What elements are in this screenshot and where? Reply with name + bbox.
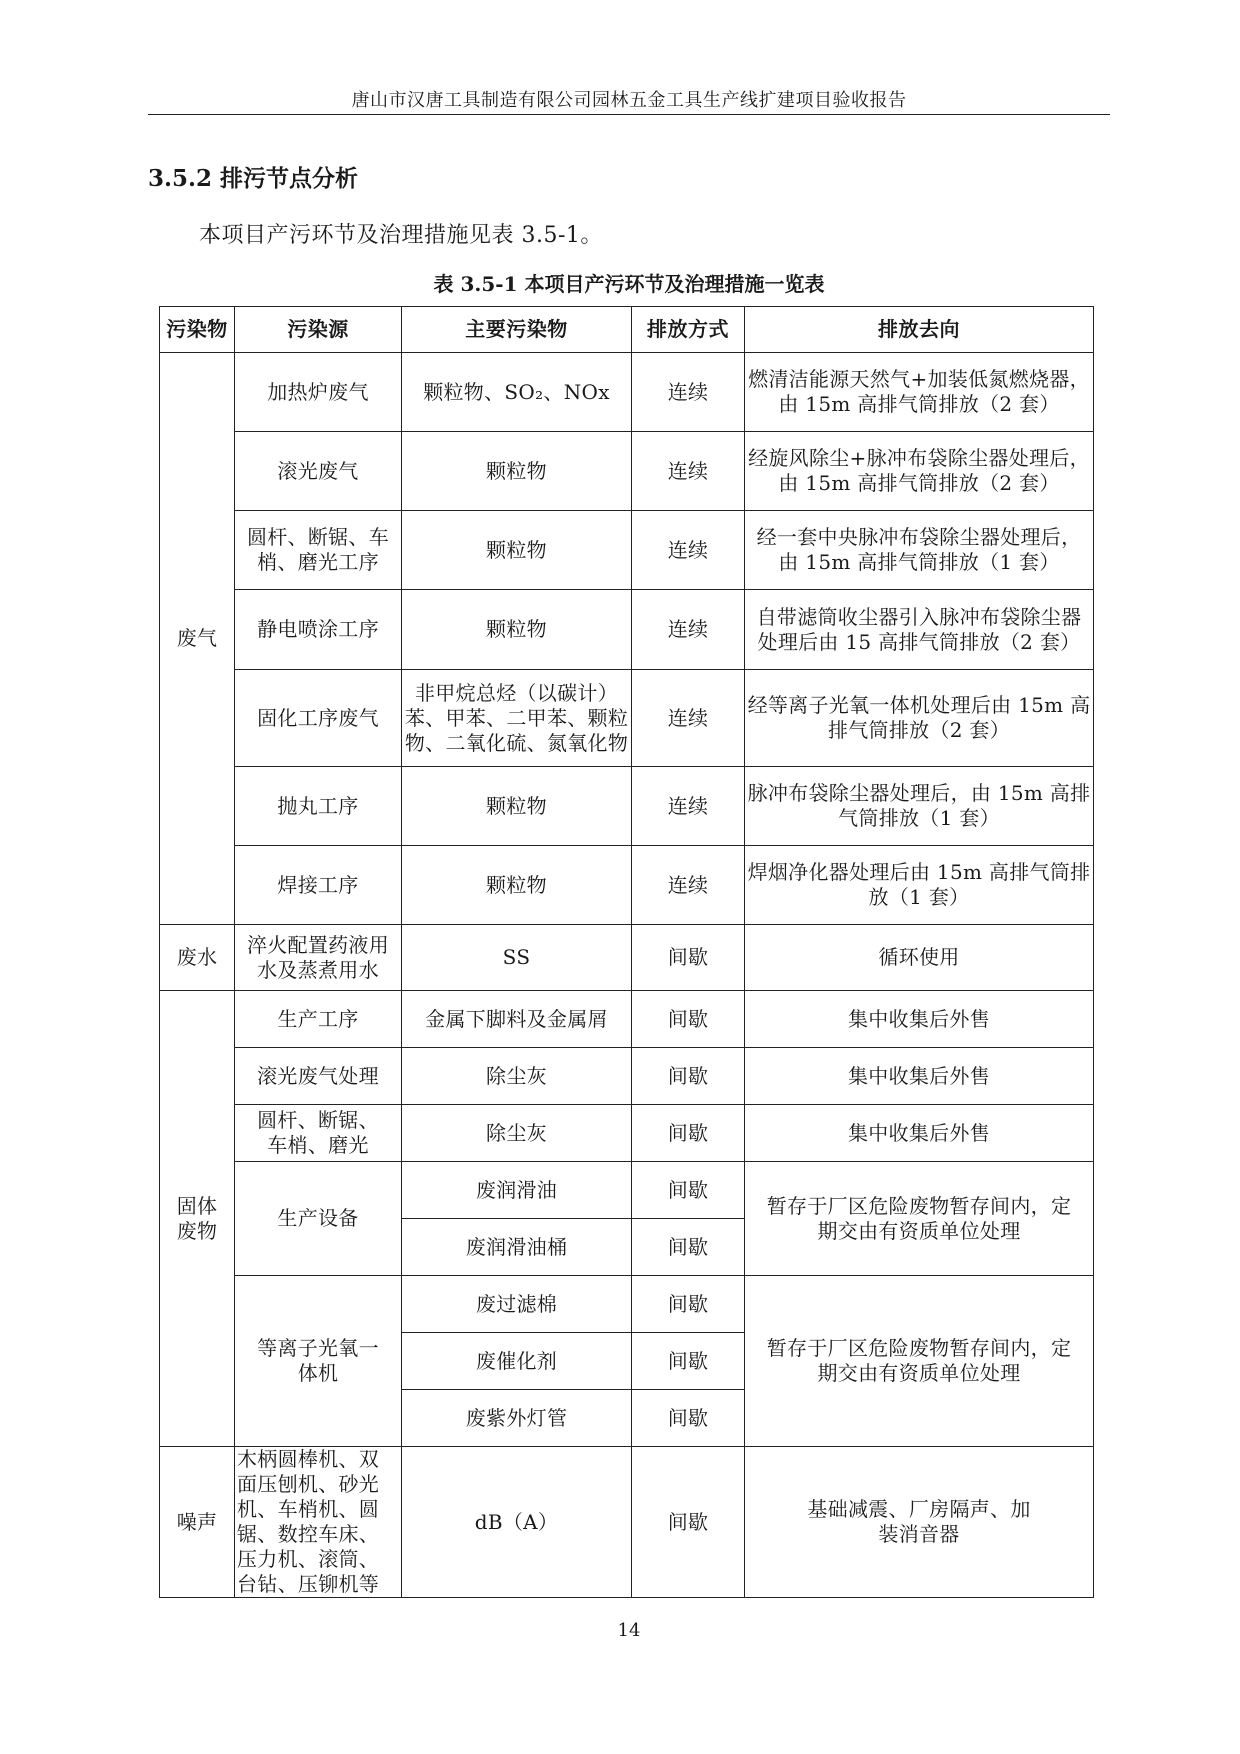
table-row bbox=[160, 1162, 1094, 1219]
header-cell: 排放去向 bbox=[745, 307, 1094, 353]
mode-cell: 间歇 bbox=[632, 1333, 745, 1390]
pollutant-cell: 除尘灰 bbox=[402, 1048, 632, 1105]
source-cell: 滚光废气 bbox=[235, 432, 402, 511]
table-row bbox=[160, 670, 1094, 767]
table-row bbox=[160, 846, 1094, 925]
dest-cell: 经旋风除尘+脉冲布袋除尘器处理后，由 15m 高排气筒排放（2 套） bbox=[745, 432, 1094, 511]
pollutant-cell: SS bbox=[402, 925, 632, 991]
pollutant-cell: 颗粒物、SO₂、NOx bbox=[402, 353, 632, 432]
pollutant-cell: dB（A） bbox=[402, 1447, 632, 1598]
pollutant-cell: 颗粒物 bbox=[402, 767, 632, 846]
mode-cell: 连续 bbox=[632, 511, 745, 590]
mode-cell: 间歇 bbox=[632, 1162, 745, 1219]
table-row bbox=[160, 1105, 1094, 1162]
category-cell-water: 废水 bbox=[160, 925, 235, 991]
category-cell-solid: 固体废物 bbox=[160, 991, 235, 1447]
pollutant-cell: 非甲烷总烃（以碳计）苯、甲苯、二甲苯、颗粒物、二氧化硫、氮氧化物 bbox=[402, 670, 632, 767]
table-row bbox=[160, 432, 1094, 511]
table-row bbox=[160, 767, 1094, 846]
dest-cell: 集中收集后外售 bbox=[745, 1105, 1094, 1162]
header-cell: 污染物 bbox=[160, 307, 235, 353]
source-cell: 木柄圆棒机、双面压刨机、砂光机、车梢机、圆锯、数控车床、压力机、滚筒、台钻、压铆机等 bbox=[235, 1447, 402, 1598]
pollutant-cell: 颗粒物 bbox=[402, 590, 632, 670]
source-cell: 固化工序废气 bbox=[235, 670, 402, 767]
header-cell: 排放方式 bbox=[632, 307, 745, 353]
pollutant-cell: 颗粒物 bbox=[402, 511, 632, 590]
dest-cell: 暂存于厂区危险废物暂存间内，定期交由有资质单位处理 bbox=[745, 1276, 1094, 1447]
source-cell: 生产工序 bbox=[235, 991, 402, 1048]
header-rule bbox=[148, 114, 1110, 115]
source-cell: 抛丸工序 bbox=[235, 767, 402, 846]
table-row bbox=[160, 925, 1094, 991]
dest-cell: 基础减震、厂房隔声、加装消音器 bbox=[745, 1447, 1094, 1598]
table-row bbox=[160, 590, 1094, 670]
dest-cell: 集中收集后外售 bbox=[745, 1048, 1094, 1105]
pollutant-cell: 废紫外灯管 bbox=[402, 1390, 632, 1447]
table-row bbox=[160, 1048, 1094, 1105]
pollutant-cell: 除尘灰 bbox=[402, 1105, 632, 1162]
dest-cell: 暂存于厂区危险废物暂存间内，定期交由有资质单位处理 bbox=[745, 1162, 1094, 1276]
dest-cell: 经一套中央脉冲布袋除尘器处理后，由 15m 高排气筒排放（1 套） bbox=[745, 511, 1094, 590]
pollution-table bbox=[159, 306, 1094, 1598]
table-header-row bbox=[160, 307, 1094, 353]
mode-cell: 连续 bbox=[632, 432, 745, 511]
pollutant-cell: 废催化剂 bbox=[402, 1333, 632, 1390]
source-cell: 圆杆、断锯、车梢、磨光 bbox=[235, 1105, 402, 1162]
dest-cell: 脉冲布袋除尘器处理后，由 15m 高排气筒排放（1 套） bbox=[745, 767, 1094, 846]
mode-cell: 连续 bbox=[632, 846, 745, 925]
dest-cell: 焊烟净化器处理后由 15m 高排气筒排放（1 套） bbox=[745, 846, 1094, 925]
dest-cell: 循环使用 bbox=[745, 925, 1094, 991]
mode-cell: 间歇 bbox=[632, 1219, 745, 1276]
source-cell: 静电喷涂工序 bbox=[235, 590, 402, 670]
source-cell: 等离子光氧一体机 bbox=[235, 1276, 402, 1447]
mode-cell: 连续 bbox=[632, 767, 745, 846]
mode-cell: 连续 bbox=[632, 670, 745, 767]
mode-cell: 连续 bbox=[632, 353, 745, 432]
pollutant-cell: 颗粒物 bbox=[402, 432, 632, 511]
header-cell: 主要污染物 bbox=[402, 307, 632, 353]
category-cell-noise: 噪声 bbox=[160, 1447, 235, 1598]
section-title: 3.5.2 排污节点分析 bbox=[148, 165, 359, 192]
pollutant-cell: 废润滑油桶 bbox=[402, 1219, 632, 1276]
table-row bbox=[160, 1447, 1094, 1598]
mode-cell: 间歇 bbox=[632, 1048, 745, 1105]
pollutant-cell: 金属下脚料及金属屑 bbox=[402, 991, 632, 1048]
mode-cell: 间歇 bbox=[632, 991, 745, 1048]
page-number: 14 bbox=[617, 1620, 641, 1641]
source-cell: 生产设备 bbox=[235, 1162, 402, 1276]
dest-cell: 经等离子光氧一体机处理后由 15m 高排气筒排放（2 套） bbox=[745, 670, 1094, 767]
mode-cell: 间歇 bbox=[632, 1447, 745, 1598]
table-row bbox=[160, 1276, 1094, 1333]
pollutant-cell: 颗粒物 bbox=[402, 846, 632, 925]
dest-cell: 集中收集后外售 bbox=[745, 991, 1094, 1048]
intro-paragraph: 本项目产污环节及治理措施见表 3.5-1。 bbox=[199, 223, 603, 248]
dest-cell: 自带滤筒收尘器引入脉冲布袋除尘器处理后由 15 高排气筒排放（2 套） bbox=[745, 590, 1094, 670]
header-cell: 污染源 bbox=[235, 307, 402, 353]
pollutant-cell: 废过滤棉 bbox=[402, 1276, 632, 1333]
source-cell: 淬火配置药液用水及蒸煮用水 bbox=[235, 925, 402, 991]
report-header: 唐山市汉唐工具制造有限公司园林五金工具生产线扩建项目验收报告 bbox=[351, 90, 907, 111]
mode-cell: 间歇 bbox=[632, 925, 745, 991]
table-row bbox=[160, 991, 1094, 1048]
pollutant-cell: 废润滑油 bbox=[402, 1162, 632, 1219]
table-row bbox=[160, 511, 1094, 590]
table-caption: 表 3.5-1 本项目产污环节及治理措施一览表 bbox=[433, 272, 825, 296]
mode-cell: 连续 bbox=[632, 590, 745, 670]
source-cell: 加热炉废气 bbox=[235, 353, 402, 432]
table-row bbox=[160, 353, 1094, 432]
category-cell-gas: 废气 bbox=[160, 353, 235, 925]
mode-cell: 间歇 bbox=[632, 1276, 745, 1333]
source-cell: 圆杆、断锯、车梢、磨光工序 bbox=[235, 511, 402, 590]
source-cell: 焊接工序 bbox=[235, 846, 402, 925]
source-cell: 滚光废气处理 bbox=[235, 1048, 402, 1105]
mode-cell: 间歇 bbox=[632, 1105, 745, 1162]
mode-cell: 间歇 bbox=[632, 1390, 745, 1447]
dest-cell: 燃清洁能源天然气+加装低氮燃烧器，由 15m 高排气筒排放（2 套） bbox=[745, 353, 1094, 432]
